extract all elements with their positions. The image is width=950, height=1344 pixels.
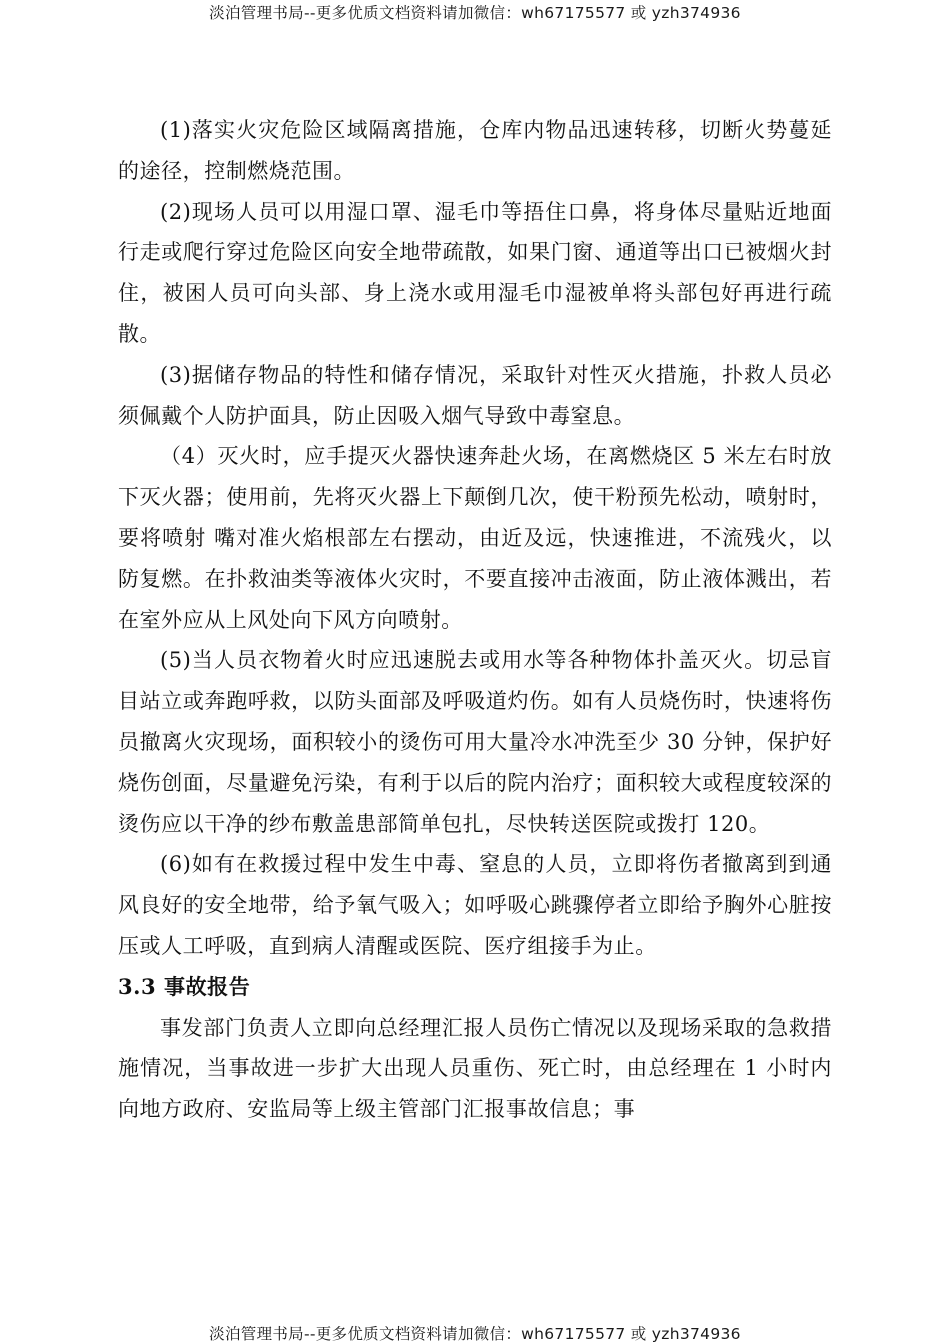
paragraph-3: (3)据储存物品的特性和储存情况，采取针对性灭火措施，扑救人员必须佩戴个人防护面具，防止因吸入烟气导致中毒窒息。: [118, 362, 832, 428]
paragraph-5: (5)当人员衣物着火时应迅速脱去或用水等各种物体扑盖灭火。切忌盲目站立或奔跑呼救，以防头面部及呼吸道灼伤。如有人员烧伤时，快速将伤员撤离火灾现场，面积较小的烫伤可用大量冷水冲洗至少 30 分钟，保护好烧伤创面，尽量避免污染，有利于以后的院内治疗；面积较大或程度较深的烫伤应以干净的纱布敷盖患部简单包扎，尽快转送医院或拨打 120。: [118, 648, 832, 836]
paragraph-2: (2)现场人员可以用湿口罩、湿毛巾等捂住口鼻，将身体尽量贴近地面行走或爬行穿过危险区向安全地带疏散，如果门窗、通道等出口已被烟火封住，被困人员可向头部、身上浇水或用湿毛巾湿被单将头部包好再进行疏散。: [118, 199, 832, 346]
paragraph-6: (6)如有在救援过程中发生中毒、窒息的人员，立即将伤者撤离到到通风良好的安全地带，给予氧气吸入；如呼吸心跳骤停者立即给予胸外心脏按压或人工呼吸，直到病人清醒或医院、医疗组接手为止。: [118, 852, 832, 958]
section-paragraph: 事发部门负责人立即向总经理汇报人员伤亡情况以及现场采取的急救措施情况，当事故进一步扩大出现人员重伤、死亡时，由总经理在 1 小时内向地方政府、安监局等上级主管部门汇报事故信息；事: [118, 1015, 832, 1122]
section-heading: 3.3 事故报告: [118, 973, 251, 999]
document-body: [118, 110, 832, 1130]
paragraph-4: （4）灭火时，应手提灭火器快速奔赴火场，在离燃烧区 5 米左右时放下灭火器；使用前，先将灭火器上下颠倒几次，使干粉预先松动，喷射时，要将喷射 嘴对准火焰根部左右摆动，由近及远，快速推进，不流残火，以防复燃。在扑救油类等液体火灾时，不要直接冲击液面，防止液体溅出，若在室外应从上风处向下风方向喷射。: [118, 444, 832, 632]
paragraph-1: (1)落实火灾危险区域隔离措施，仓库内物品迅速转移，切断火势蔓延的途径，控制燃烧范围。: [118, 118, 832, 183]
page-header-watermark: 淡泊管理书局--更多优质文档资料请加微信：wh67175577 或 yzh374936: [209, 4, 741, 22]
page-footer-watermark: 淡泊管理书局--更多优质文档资料请加微信：wh67175577 或 yzh374936: [209, 1325, 741, 1343]
